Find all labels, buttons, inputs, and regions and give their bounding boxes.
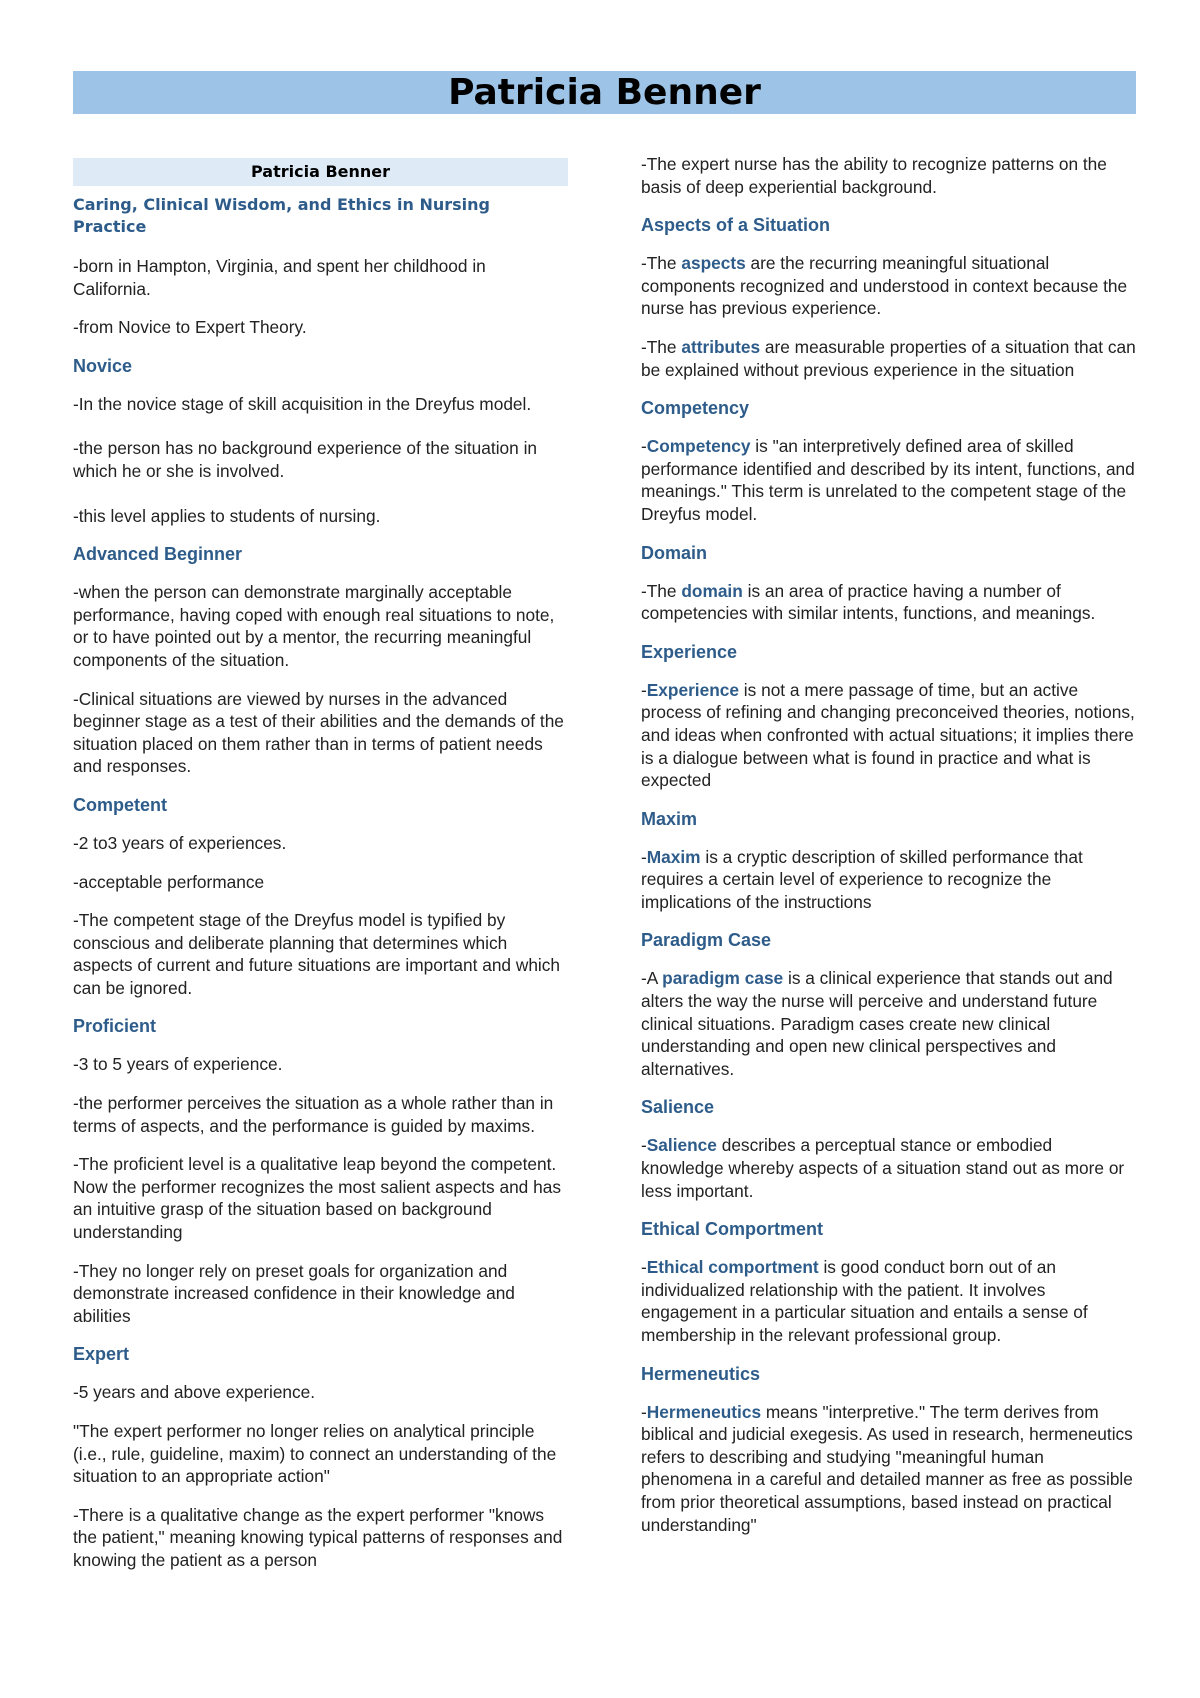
advanced-p2: -Clinical situations are viewed by nurses in the advanced beginner stage as a test of their abilities and the demands of the situation placed on them rather than in terms of patient needs and responses. xyxy=(73,688,564,777)
competent-p2: -acceptable performance xyxy=(73,871,265,892)
keyword-hermeneutics: Hermeneutics xyxy=(646,1401,762,1422)
novice-p1: -In the novice stage of skill acquisition in the Dreyfus model. xyxy=(73,393,532,414)
heading-expert: Expert xyxy=(73,1344,130,1365)
competent-p3: -The competent stage of the Dreyfus model is typified by conscious and deliberate planning that determines which aspects of current and future situations are important and which can be ignored. xyxy=(73,910,561,998)
keyword-experience: Experience xyxy=(646,679,739,700)
keyword-ethical-comportment: Ethical comportment xyxy=(646,1257,819,1278)
page-title-bar xyxy=(73,71,1136,114)
salience-p: -Salience describes a perceptual stance or embodied knowledge whereby aspects of a situation stand out as more or less important. xyxy=(641,1135,1125,1201)
competent-p1: -2 to3 years of experiences. xyxy=(73,832,287,853)
novice-p3: -this level applies to students of nursing. xyxy=(73,505,381,526)
keyword-aspects: aspects xyxy=(681,253,746,274)
keyword-competency: Competency xyxy=(646,436,751,457)
experience-p: -Experience is not a mere passage of time, but an active process of refining and changing preconceived theories, notions, and ideas when confronted with actual situations; it implies there is a dialogue between what is found in practice and what is expected xyxy=(641,679,1135,791)
heading-aspects: Aspects of a Situation xyxy=(641,215,831,236)
keyword-attributes: attributes xyxy=(681,336,761,357)
heading-maxim: Maxim xyxy=(641,808,698,829)
competency-p: -Competency is "an interpretively defined area of skilled performance identified and described by its intent, functions, and meanings." This term is unrelated to the competent stage of the Dreyfus model. xyxy=(641,436,1135,524)
heading-hermeneutics: Hermeneutics xyxy=(641,1363,761,1384)
proficient-p1: -3 to 5 years of experience. xyxy=(73,1054,283,1075)
attributes-p2: -The attributes are measurable properties of a situation that can be explained without previous experience in the situation xyxy=(641,336,1136,380)
proficient-p3: -The proficient level is a qualitative leap beyond the competent. Now the performer recognizes the most salient aspects and has an intuitive grasp of the situation based on background understanding xyxy=(73,1154,561,1243)
maxim-p: -Maxim is a cryptic description of skilled performance that requires a certain level of experience to recognize the implications of the instructions xyxy=(641,846,1083,912)
heading-paradigm-case: Paradigm Case xyxy=(641,930,772,951)
heading-competent: Competent xyxy=(73,794,167,815)
page-title: Patricia Benner xyxy=(448,72,761,113)
book-title: Caring, Clinical Wisdom, and Ethics in Nursing Practice xyxy=(73,195,490,236)
expert-p1: -5 years and above experience. xyxy=(73,1382,316,1403)
expert-note: -The expert nurse has the ability to recognize patterns on the basis of deep experiential background. xyxy=(641,154,1107,197)
domain-p: -The domain is an area of practice having a number of competencies with similar intents, functions, and meanings. xyxy=(641,580,1096,624)
expert-p2: "The expert performer no longer relies on analytical principle (i.e., rule, guideline, maxim) to connect an understanding of the situation to an appropriate action" xyxy=(73,1421,557,1487)
right-column xyxy=(641,153,1136,1552)
keyword-domain: domain xyxy=(681,580,743,601)
subtitle: Patricia Benner xyxy=(250,162,391,181)
subtitle-bar xyxy=(73,158,568,186)
keyword-maxim: Maxim xyxy=(646,846,701,867)
heading-domain: Domain xyxy=(641,542,708,563)
paradigm-p: -A paradigm case is a clinical experience that stands out and alters the way the nurse will perceive and understand future clinical situations. Paradigm cases create new clinical understanding and open new clinical perspectives and alternatives. xyxy=(641,968,1113,1079)
ethical-p: -Ethical comportment is good conduct born out of an individualized relationship with the patient. It involves engagement in a particular situation and entails a sense of membership in the relevant professional group. xyxy=(641,1257,1088,1345)
advanced-p1: -when the person can demonstrate marginally acceptable performance, having coped with enough real situations to note, or to have pointed out by a mentor, the recurring meaningful components of the situation. xyxy=(73,582,555,670)
heading-advanced-beginner: Advanced Beginner xyxy=(73,544,243,565)
proficient-p2: -the performer perceives the situation as a whole rather than in terms of aspects, and the performance is guided by maxims. xyxy=(73,1093,554,1136)
hermeneutics-p: -Hermeneutics means "interpretive." The term derives from biblical and judicial exegesis. As used in research, hermeneutics refers to describing and studying "meaningful human phenomena in a careful and detailed manner as free as possible from prior theoretical assumptions, based instead on practical understanding" xyxy=(641,1401,1133,1535)
heading-proficient: Proficient xyxy=(73,1016,157,1037)
heading-ethical-comportment: Ethical Comportment xyxy=(641,1219,824,1240)
heading-novice: Novice xyxy=(73,355,133,376)
left-column xyxy=(73,158,568,1588)
heading-experience: Experience xyxy=(641,641,738,662)
intro-birth: -born in Hampton, Virginia, and spent her childhood in California. xyxy=(73,256,486,299)
aspects-p1: -The aspects are the recurring meaningful situational components recognized and understood in context because the nurse has previous experience. xyxy=(641,253,1128,319)
keyword-salience: Salience xyxy=(646,1135,717,1156)
expert-p3: -There is a qualitative change as the expert performer "knows the patient," meaning knowing typical patterns of responses and knowing the patient as a person xyxy=(73,1504,563,1570)
keyword-paradigm-case: paradigm case xyxy=(662,968,784,989)
proficient-p4: -They no longer rely on preset goals for organization and demonstrate increased confidence in their knowledge and abilities xyxy=(73,1260,515,1326)
intro-theory: -from Novice to Expert Theory. xyxy=(73,317,307,338)
novice-p2: -the person has no background experience of the situation in which he or she is involved. xyxy=(73,438,538,481)
heading-salience: Salience xyxy=(641,1097,715,1118)
heading-competency: Competency xyxy=(641,398,750,419)
